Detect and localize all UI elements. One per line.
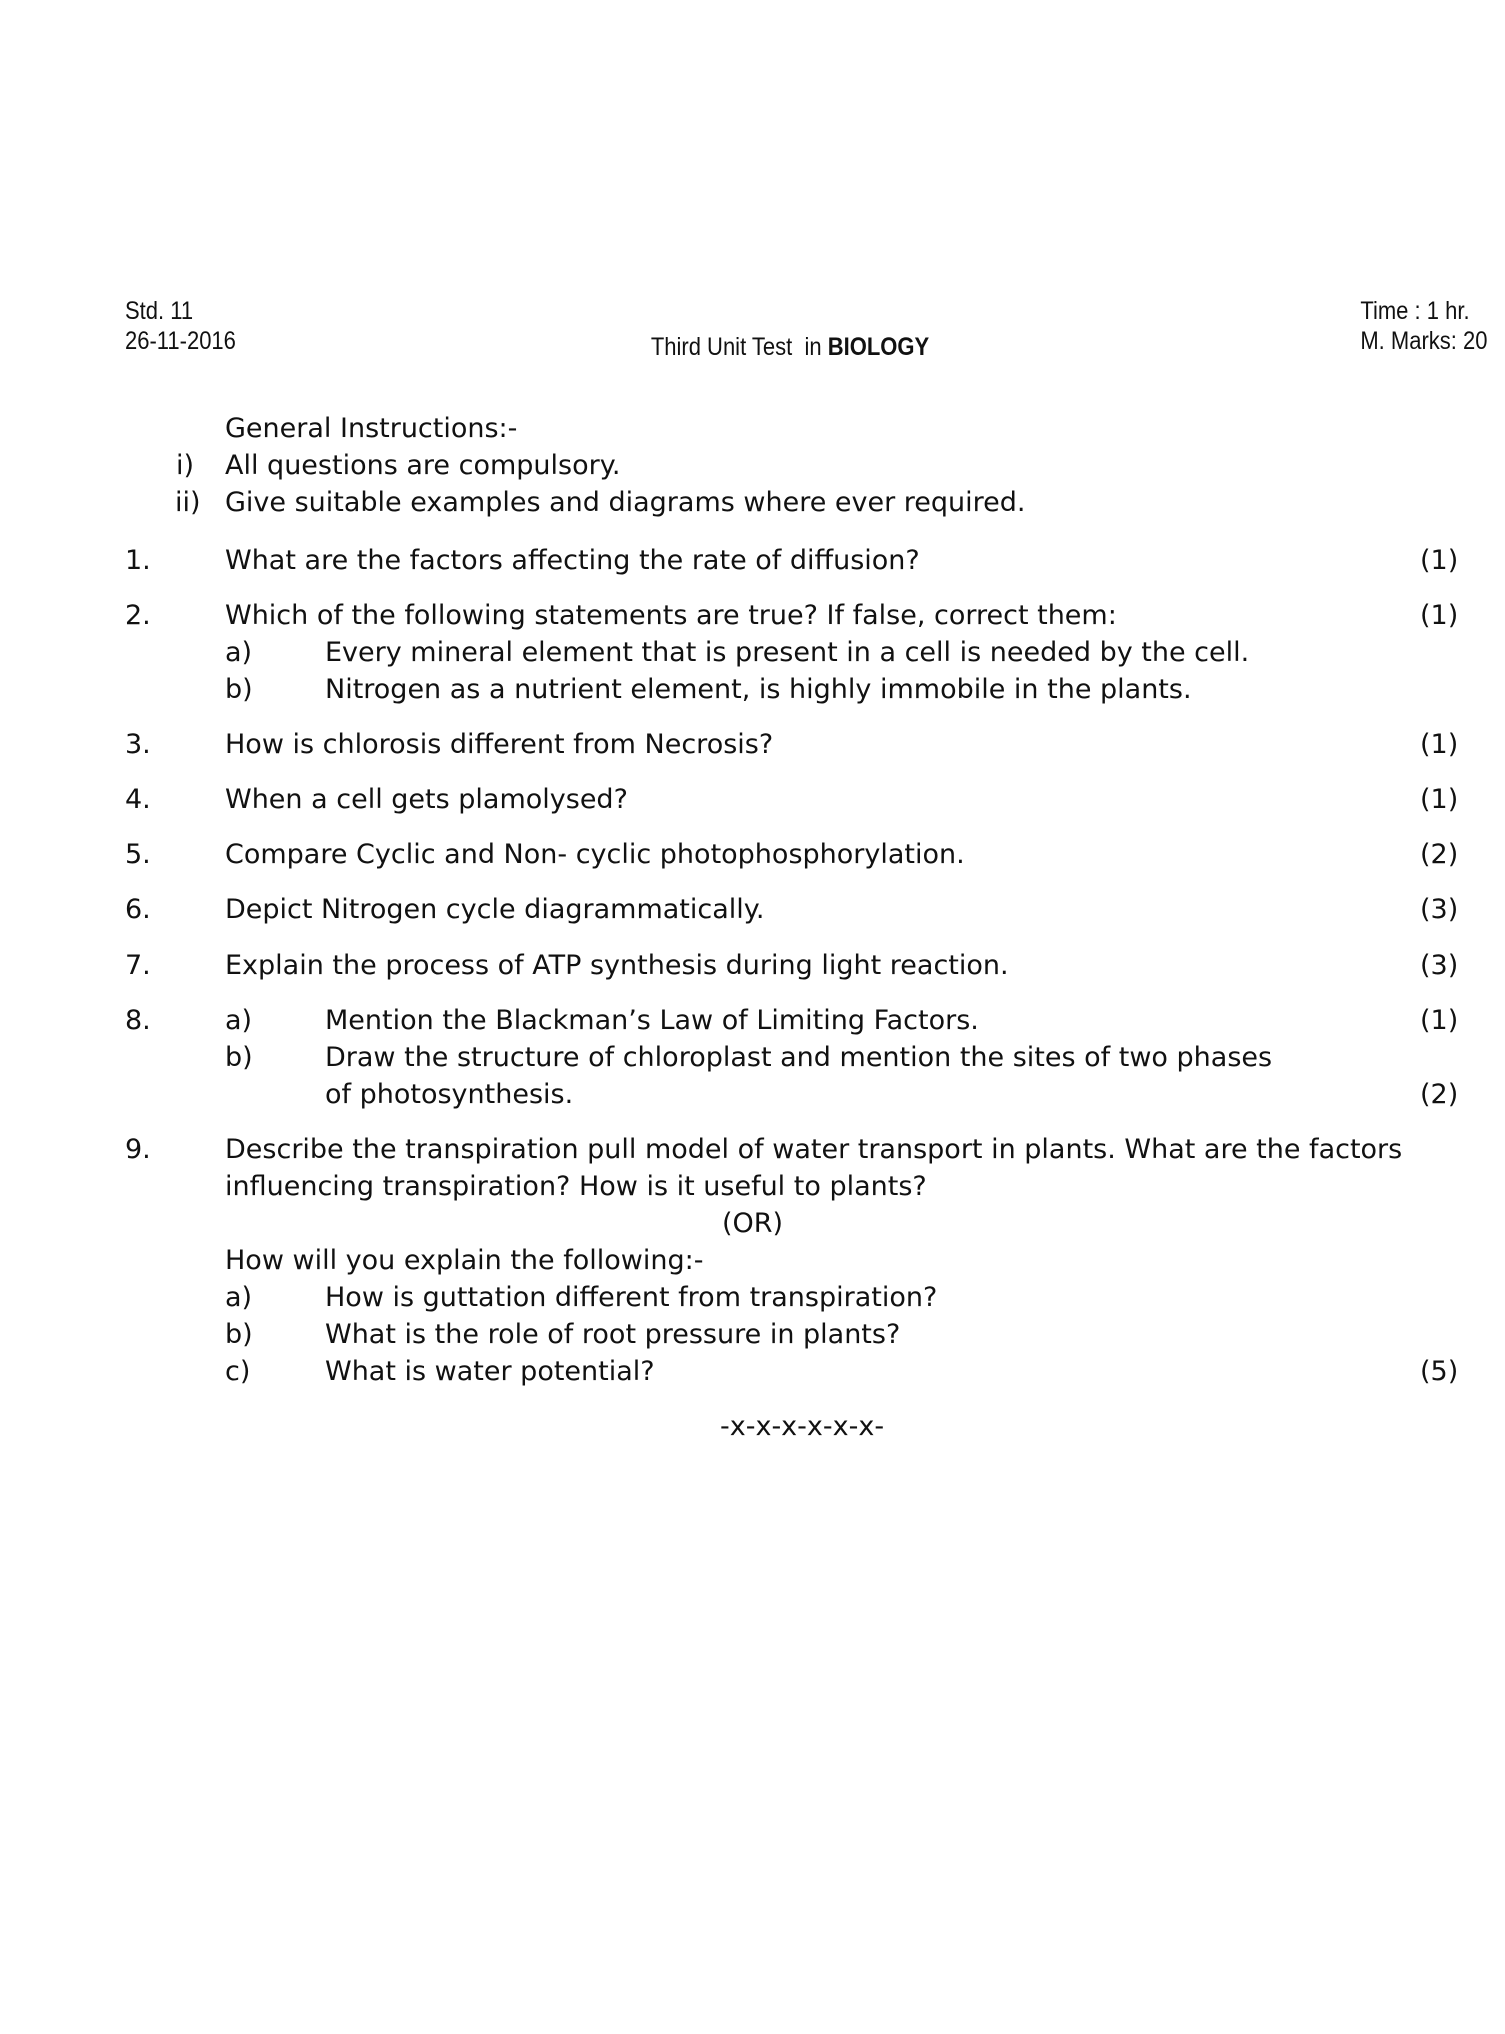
question-marks: (5) — [1420, 1356, 1459, 1387]
end-of-paper-mark: -x-x-x-x-x-x- — [720, 1411, 885, 1442]
question-marks: (3) — [1420, 894, 1459, 925]
question-marks: (3) — [1420, 950, 1459, 981]
question-text: Depict Nitrogen cycle diagrammatically. — [225, 894, 765, 925]
subpart-text: What is water potential? — [325, 1356, 655, 1387]
question-marks: (1) — [1420, 1005, 1459, 1036]
subpart-text: Draw the structure of chloroplast and mention the sites of two phases — [325, 1042, 1273, 1073]
question-number: 5. — [125, 839, 151, 870]
subpart-text: What is the role of root pressure in plants? — [325, 1319, 901, 1350]
question-number: 3. — [125, 729, 151, 760]
question-marks: (2) — [1420, 1079, 1459, 1110]
question-number: 9. — [125, 1134, 151, 1165]
exam-title — [95, 332, 1485, 362]
alternative-question-heading: How will you explain the following:- — [225, 1245, 704, 1276]
subpart-label: b) — [225, 1319, 253, 1350]
question-marks: (2) — [1420, 839, 1459, 870]
subpart-label: a) — [225, 1282, 253, 1313]
question-text: When a cell gets plamolysed? — [225, 784, 628, 815]
subpart-label: c) — [225, 1356, 251, 1387]
exam-title-prefix: Third Unit Test in — [650, 333, 828, 361]
question-text: What are the factors affecting the rate of diffusion? — [225, 545, 920, 576]
instruction-number: ii) — [175, 487, 201, 518]
subpart-text: How is guttation different from transpiration? — [325, 1282, 938, 1313]
instruction-number: i) — [176, 450, 195, 481]
question-text: Compare Cyclic and Non- cyclic photophosphorylation. — [225, 839, 965, 870]
question-number: 1. — [125, 545, 151, 576]
question-marks: (1) — [1420, 545, 1459, 576]
instructions-heading: General Instructions:- — [225, 413, 518, 444]
exam-subject: BIOLOGY — [827, 333, 930, 361]
or-divider: (OR) — [722, 1208, 784, 1239]
question-marks: (1) — [1420, 600, 1459, 631]
subpart-text: Every mineral element that is present in a cell is needed by the cell. — [325, 637, 1250, 668]
question-marks: (1) — [1420, 784, 1459, 815]
question-number: 4. — [125, 784, 151, 815]
exam-date: 26-11-2016 — [125, 327, 236, 355]
question-text: Which of the following statements are true? If false, correct them: — [225, 600, 1117, 631]
question-number: 2. — [125, 600, 151, 631]
question-text: Describe the transpiration pull model of water transport in plants. What are the factors — [225, 1134, 1403, 1165]
subpart-label: a) — [225, 1005, 253, 1036]
question-number: 7. — [125, 950, 151, 981]
instruction-text: All questions are compulsory. — [225, 450, 621, 481]
subpart-text: Nitrogen as a nutrient element, is highly immobile in the plants. — [325, 674, 1192, 705]
question-marks: (1) — [1420, 729, 1459, 760]
exam-duration: Time : 1 hr. — [1359, 297, 1470, 325]
question-number: 8. — [125, 1005, 151, 1036]
subpart-label: b) — [225, 674, 253, 705]
subpart-label: a) — [225, 637, 253, 668]
subpart-label: b) — [225, 1042, 253, 1073]
question-text: Explain the process of ATP synthesis during light reaction. — [225, 950, 1009, 981]
instruction-text: Give suitable examples and diagrams where ever required. — [225, 487, 1026, 518]
question-number: 6. — [125, 894, 151, 925]
question-text-continued: influencing transpiration? How is it useful to plants? — [225, 1171, 927, 1202]
subpart-text-continued: of photosynthesis. — [325, 1079, 574, 1110]
max-marks: M. Marks: 20 — [1359, 327, 1487, 355]
question-text: How is chlorosis different from Necrosis? — [225, 729, 774, 760]
class-label: Std. 11 — [125, 297, 194, 325]
subpart-text: Mention the Blackman’s Law of Limiting Factors. — [325, 1005, 979, 1036]
